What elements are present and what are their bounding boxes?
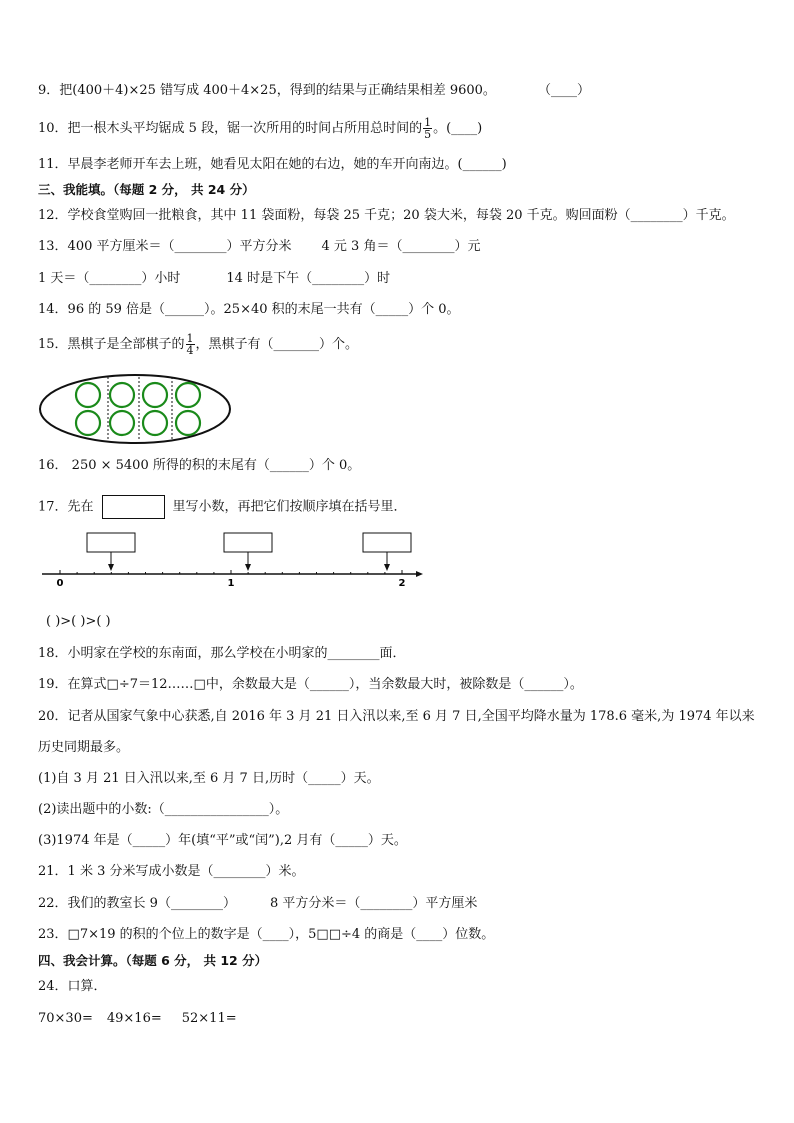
chess-piece <box>110 411 134 435</box>
oval-outline <box>40 375 230 443</box>
tick-label: 2 <box>398 578 406 589</box>
question-11: 11．早晨李老师开车去上班，她看见太阳在她的右边，她的车开向南边。(______) <box>38 157 507 172</box>
question-12: 12．学校食堂购回一批粮食，其中 11 袋面粉，每袋 25 千克；20 袋大米，每袋 20 千克。购回面粉（________）千克。 <box>38 208 735 223</box>
question-22: 22．我们的教室长 9（________） 8 平方分米＝（________）平方厘米 <box>38 896 478 911</box>
section-3-heading: 三、我能填。（每题 2 分， 共 24 分） <box>38 182 255 197</box>
answer-paren: （____） <box>537 83 590 98</box>
question-24: 24．口算． <box>38 979 107 994</box>
chess-piece <box>76 383 100 407</box>
question-10: 10．把一根木头平均锯成 5 段，锯一次所用的时间占所用总时间的 $\frac{1}{5}$ 。(____) <box>38 116 483 141</box>
question-20-part3: (3)1974 年是（_____）年(填“平”或“闰”),2 月有（_____）天。 <box>38 833 407 848</box>
arrow-down-icon <box>108 564 114 571</box>
question-20-line1: 20．记者从国家气象中心获悉,自 2016 年 3 月 21 日入汛以来,至 6 月 7 日,全国平均降水量为 178.6 毫米,为 1974 年以来 <box>38 709 755 724</box>
chess-pieces-figure <box>38 372 238 448</box>
question-14: 14．96 的 59 倍是（______）。25×40 积的末尾一共有（_____）个 0。 <box>38 302 460 317</box>
question-23: 23．□7×19 的积的个位上的数字是（____），5□□÷4 的商是（____）位数。 <box>38 927 495 942</box>
question-20-part1: (1)自 3 月 21 日入汛以来,至 6 月 7 日,历时（_____）天。 <box>38 771 380 786</box>
arrow-down-icon <box>245 564 251 571</box>
chess-piece <box>76 411 100 435</box>
question-17: 17．先在 里写小数，再把它们按顺序填在括号里． <box>38 495 407 519</box>
question-18: 18．小明家在学校的东南面，那么学校在小明家的________面． <box>38 646 406 661</box>
answer-box <box>363 533 411 552</box>
calc-item: 49×16= <box>106 1011 162 1026</box>
number-line-figure <box>40 530 425 592</box>
question-15: 15．黑棋子是全部棋子的 $\frac{1}{4}$ ，黑棋子有（_______）个。 <box>38 332 359 357</box>
chess-piece <box>143 383 167 407</box>
question-19: 19．在算式□÷7＝12……□中，余数最大是（______），当余数最大时，被除数是（______）。 <box>38 677 583 692</box>
chess-piece <box>143 411 167 435</box>
chess-piece <box>176 411 200 435</box>
section-4-heading: 四、我会计算。（每题 6 分， 共 12 分） <box>38 953 268 968</box>
question-20-part2: (2)读出题中的小数:（________________）。 <box>38 802 289 817</box>
fraction-one-quarter: $\frac{1}{4}$ <box>186 332 194 357</box>
answer-box <box>87 533 135 552</box>
arrow-down-icon <box>384 564 390 571</box>
tick-label: 1 <box>227 578 235 589</box>
arrow-right-icon <box>416 571 423 577</box>
question-20-line2: 历史同期最多。 <box>38 740 130 755</box>
question-9: 9．把(400＋4)×25 错写成 400＋4×25，得到的结果与正确结果相差 9600。 （____） <box>38 83 590 98</box>
chess-piece <box>176 383 200 407</box>
question-24-items <box>38 1011 237 1027</box>
example-box <box>102 495 165 519</box>
question-21: 21．1 米 3 分米写成小数是（________）米。 <box>38 864 305 879</box>
question-16: 16． 250 × 5400 所得的积的末尾有（______）个 0。 <box>38 458 361 473</box>
calc-item: 70×30= <box>38 1011 93 1026</box>
question-13-row2: 1 天＝（________）小时 14 时是下午（________）时 <box>38 271 391 286</box>
calc-item: 52×11= <box>181 1011 237 1026</box>
question-13-row1: 13．400 平方厘米＝（________）平方分米 4 元 3 角＝（________）元 <box>38 239 481 254</box>
tick-label: 0 <box>56 578 64 589</box>
chess-piece <box>110 383 134 407</box>
fraction-one-fifth: $\frac{1}{5}$ <box>424 116 432 141</box>
question-17-order: ( )>( )>( ) <box>46 614 111 629</box>
answer-box <box>224 533 272 552</box>
